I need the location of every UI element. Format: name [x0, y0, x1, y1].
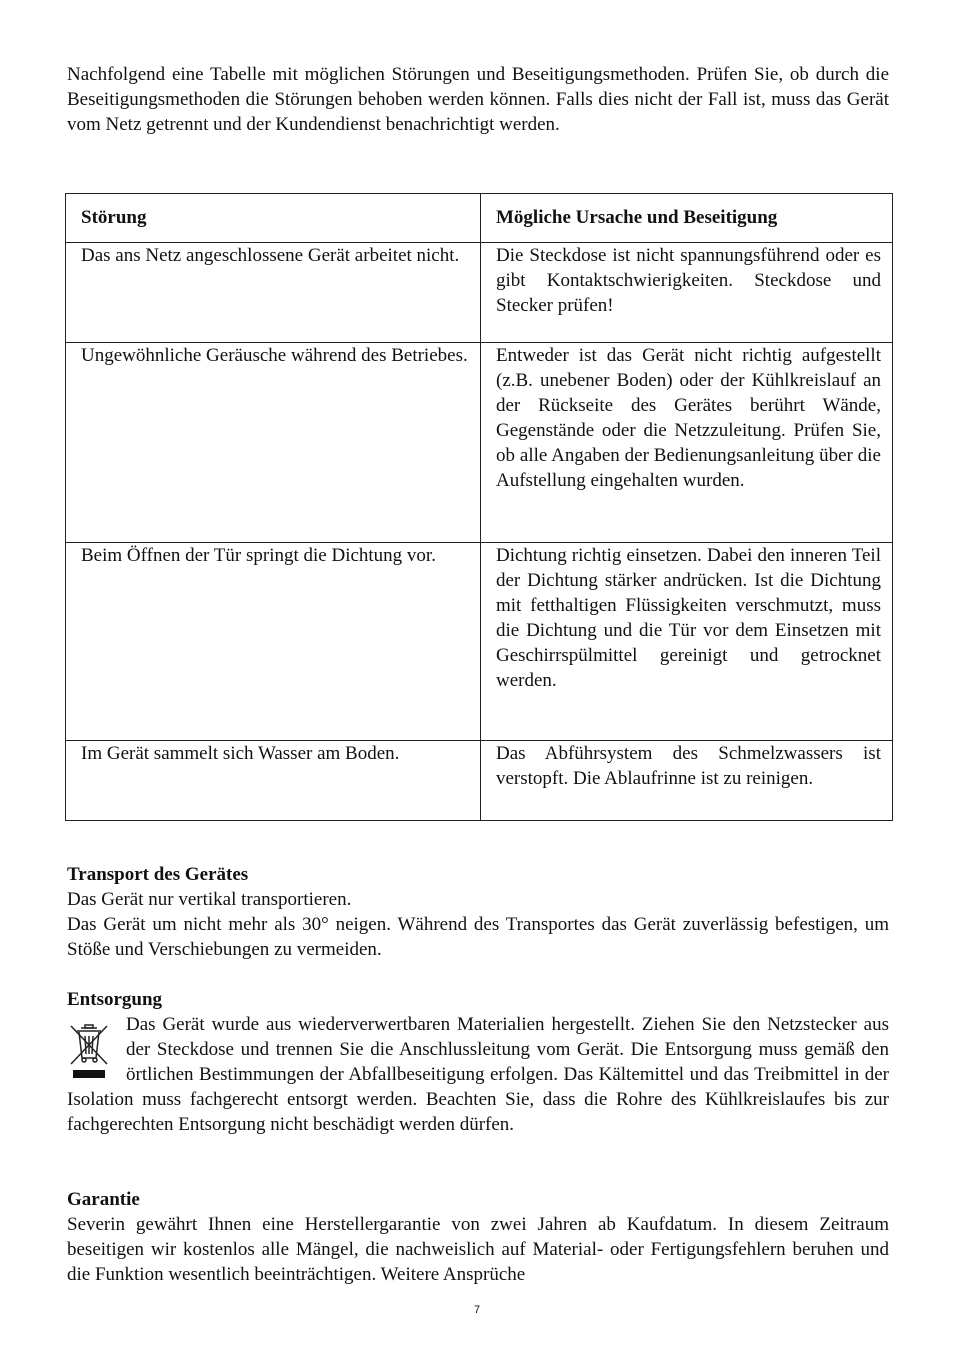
transport-line-2: Das Gerät um nicht mehr als 30° neigen. Während des Transportes das Gerät zuverlässig befestigen, um Stöße und Verschiebungen zu vermeiden. — [67, 914, 889, 960]
table-header-row — [66, 194, 893, 243]
transport-section — [67, 862, 889, 962]
page-number: 7 — [473, 1304, 481, 1316]
disposal-body — [67, 1012, 889, 1137]
remedy-cell: Dichtung richtig einsetzen. Dabei den inneren Teil der Dichtung stärker andrücken. Ist die Dichtung mit fetthaltigen Flüssigkeiten verschmutzt, muss die Dichtung und die Tür vor dem Einsetzen mit Geschirrspülmittel gereinigt und getrocknet werden. — [481, 543, 893, 741]
fault-cell: Das ans Netz angeschlossene Gerät arbeitet nicht. — [66, 243, 481, 343]
warranty-section — [67, 1187, 889, 1287]
troubleshooting-table — [65, 193, 893, 821]
transport-heading: Transport des Gerätes — [67, 864, 249, 885]
intro-paragraph: Nachfolgend eine Tabelle mit möglichen Störungen und Beseitigungsmethoden. Prüfen Sie, ob durch die Beseitigungsmethoden die Störungen behoben werden können. Falls dies nicht der Fall ist, muss das Gerät vom Netz getrennt und der Kundendienst benachrichtigt werden. — [67, 64, 889, 135]
crossed-out-wheelie-bin-icon — [67, 1022, 111, 1080]
table-row — [66, 343, 893, 543]
table-row — [66, 243, 893, 343]
transport-line-1: Das Gerät nur vertikal transportieren. — [67, 889, 352, 910]
remedy-cell: Die Steckdose ist nicht spannungsführend oder es gibt Kontaktschwierigkeiten. Steckdose und Stecker prüfen! — [481, 243, 893, 343]
warranty-paragraph: Severin gewährt Ihnen eine Herstellergarantie von zwei Jahren ab Kaufdatum. In diesem Zeitraum beseitigen wir kostenlos alle Mängel, die nachweislich auf Material- oder Fertigungsfehlern beruhen und die Funktion wesentlich beeinträchtigen. Weitere Ansprüche — [67, 1214, 889, 1285]
fault-cell: Im Gerät sammelt sich Wasser am Boden. — [66, 741, 481, 821]
fault-cell: Ungewöhnliche Geräusche während des Betriebes. — [66, 343, 481, 543]
disposal-section — [67, 987, 889, 1137]
remedy-cell: Entweder ist das Gerät nicht richtig aufgestellt (z.B. unebener Boden) oder der Kühlkreislauf an der Rückseite des Gerätes berührt Wände, Gegenstände oder die Netzzuleitung. Prüfen Sie, ob alle Angaben der Bedienungsanleitung über die Aufstellung eingehalten wurden. — [481, 343, 893, 543]
fault-cell: Beim Öffnen der Tür springt die Dichtung vor. — [66, 543, 481, 741]
warranty-heading: Garantie — [67, 1189, 140, 1210]
disposal-paragraph: Das Gerät wurde aus wiederverwertbaren Materialien hergestellt. Ziehen Sie den Netzstecker aus der Steckdose und trennen Sie die Anschlussleitung vom Gerät. Die Entsorgung muss gemäß den örtlichen Bestimmungen der Abfallbeseitigung erfolgen. Das Kältemittel und das Treibmittel in der Isolation muss fachgerecht entsorgt werden. Beachten Sie, dass die Rohre des Kühlkreislaufes bis zur fachgerechten Entsorgung nicht beschädigt werden dürfen. — [67, 1014, 889, 1135]
disposal-heading: Entsorgung — [67, 989, 163, 1010]
table-row — [66, 741, 893, 821]
column-header-remedy: Mögliche Ursache und Beseitigung — [481, 194, 893, 243]
table-row — [66, 543, 893, 741]
column-header-fault: Störung — [66, 194, 481, 243]
intro-block — [67, 62, 889, 167]
remedy-cell: Das Abführsystem des Schmelzwassers ist verstopft. Die Ablaufrinne ist zu reinigen. — [481, 741, 893, 821]
